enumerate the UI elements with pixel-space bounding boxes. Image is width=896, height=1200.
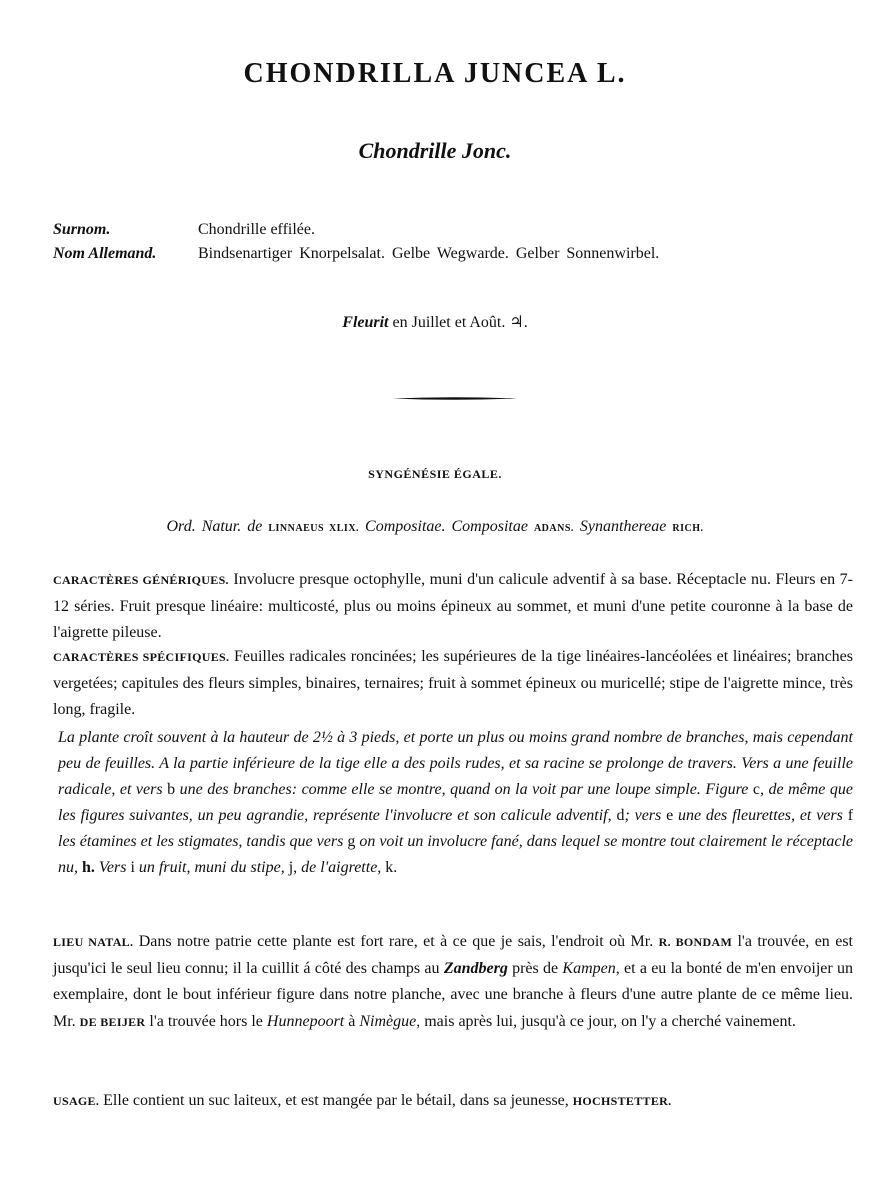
usage-paragraph [53, 1088, 853, 1115]
specific-characters-text: Feuilles radicales roncinées; les supérieures de la tige linéaires-lancéolées et linéaires; branches vergetées; capitules des fleurs simples, binaires, ternaires; fruit à sommet épineux ou muricellé; stipe de l'aigrette mince, très long, fragile. [53, 648, 854, 718]
description-text-10: de l'aigrette, [297, 859, 386, 876]
place-hunnepoort: Hunnepoort [266, 1012, 345, 1030]
order-linnaeus: LINNAEUS XLIX. [268, 523, 360, 534]
figure-ref-k: k. [385, 859, 398, 876]
perennial-symbol: ♃. [509, 314, 528, 331]
habitat-text-3: près de [507, 959, 563, 977]
order-synanthereae: Synanthereae [573, 518, 673, 535]
order-adans: ADANS. [533, 523, 574, 534]
description-text-5: une des fleurettes, et vers [673, 807, 848, 824]
habitat-text-2: l'a trouvée, en est jusqu'ici le seul lieu connu; il la cuillit á côté des champs au [53, 933, 853, 977]
figure-ref-d: d [616, 807, 625, 824]
figure-ref-h: h. [82, 859, 95, 876]
description-text-9: un fruit, muni du stipe, [134, 859, 289, 876]
names-block [53, 218, 659, 266]
description-text-4: ; vers [624, 807, 667, 824]
description-text-1: La plante croît souvent à la hauteur de 2½ à 3 pieds, et porte un plus ou moins grand nombre de branches, mais cependant peu de feuilles. A la partie inférieure de la tige elle a des poils rudes, et sa racine se prolonge de travers. Vers a une feuille radicale, et vers [58, 729, 853, 798]
description-paragraph [58, 725, 853, 881]
german-name-row [53, 242, 659, 266]
author-hochstetter: HOCHSTETTER. [572, 1094, 672, 1108]
order-lead: Ord. Natur. de [166, 518, 269, 535]
description-text-7: on voit un involucre fané, dans lequel se montre tout clairement le réceptacle nu, [58, 833, 854, 876]
german-name-value: Bindsenartiger Knorpelsalat. Gelbe Wegwarde. Gelber Sonnenwirbel. [198, 245, 660, 262]
german-name-label: Nom Allemand. [53, 245, 157, 262]
surnom-row [53, 218, 659, 242]
flowering-line [0, 312, 870, 332]
place-nimegue: Nimègue [359, 1012, 417, 1030]
order-compositae: Compositae. Compositae [359, 518, 534, 535]
ornamental-rule [392, 396, 517, 401]
habitat-text-1: Dans notre patrie cette plante est fort rare, et à ce que je sais, l'endroit où Mr. [133, 933, 659, 950]
generic-characters-text: Involucre presque octophylle, muni d'un calicule adventif à sa base. Réceptacle nu. Fleurs en 7-12 séries. Fruit presque linéaire: multicosté, plus ou moins épineux au sommet, et muni d'une petite couronne à la base de l'aigrette pileuse. [53, 571, 854, 641]
figure-ref-j: j, [288, 859, 298, 876]
habitat-text-4: , et a eu la bonté de m'en envoijer un exemplaire, dont le bout inférieur figure dans notre planche, avec une branche à fleurs d'une autre plante de ce même lieu. Mr. [53, 959, 854, 1030]
generic-characters-heading: CARACTÈRES GÉNÉRIQUES. [53, 573, 229, 587]
habitat-text-7: , mais après lui, jusqu'à ce jour, on l'y a cherché vainement. [416, 1012, 796, 1030]
generic-characters-paragraph [53, 567, 853, 647]
habitat-heading: LIEU NATAL. [53, 935, 134, 949]
description-text-6: les étamines et les stigmates, tandis que vers [58, 833, 348, 850]
surnom-value: Chondrille effilée. [198, 221, 315, 238]
figure-ref-i: i [130, 859, 135, 876]
place-zandberg: Zandberg [443, 959, 508, 977]
specific-characters-heading: CARACTÈRES SPÉCIFIQUES. [53, 650, 230, 664]
surnom-label: Surnom. [53, 221, 111, 238]
habitat-paragraph [53, 929, 853, 1035]
description-text-8: Vers [94, 859, 131, 876]
usage-heading: USAGE. [53, 1094, 100, 1108]
collector-beijer: DE BEIJER [79, 1014, 146, 1029]
usage-text: Elle contient un suc laiteux, et est mangée par le bétail, dans sa jeunesse, [99, 1092, 573, 1109]
common-name: Chondrille Jonc. [358, 138, 512, 163]
description-text-2: une des branches: comme elle se montre, quand on la voit par une loupe simple. Figure [175, 781, 753, 798]
page-title: CHONDRILLA JUNCEA L. [243, 58, 627, 89]
description-text-3: , de même que les figures suivantes, un peu agrandie, représente l'involucre et son calicule adventif, [58, 781, 854, 824]
habitat-text-6: à [344, 1012, 360, 1030]
figure-ref-f: f [847, 807, 854, 824]
figure-ref-b: b [167, 781, 176, 798]
habitat-text-5: l'a trouvée hors le [145, 1012, 267, 1030]
flowering-verb: Fleurit [342, 314, 389, 331]
natural-order-line [0, 518, 870, 536]
figure-ref-c: c [752, 781, 760, 798]
specific-characters-paragraph [53, 644, 853, 724]
figure-ref-e: e [666, 807, 674, 824]
linnaean-class: SYNGÉNÉSIE ÉGALE. [368, 467, 502, 481]
collector-bondam: R. BONDAM [658, 935, 733, 949]
flowering-months: en Juillet et Août. [388, 314, 506, 331]
figure-ref-g: g [347, 833, 356, 850]
place-kampen: Kampen [562, 959, 616, 977]
order-rich: RICH. [672, 523, 704, 534]
